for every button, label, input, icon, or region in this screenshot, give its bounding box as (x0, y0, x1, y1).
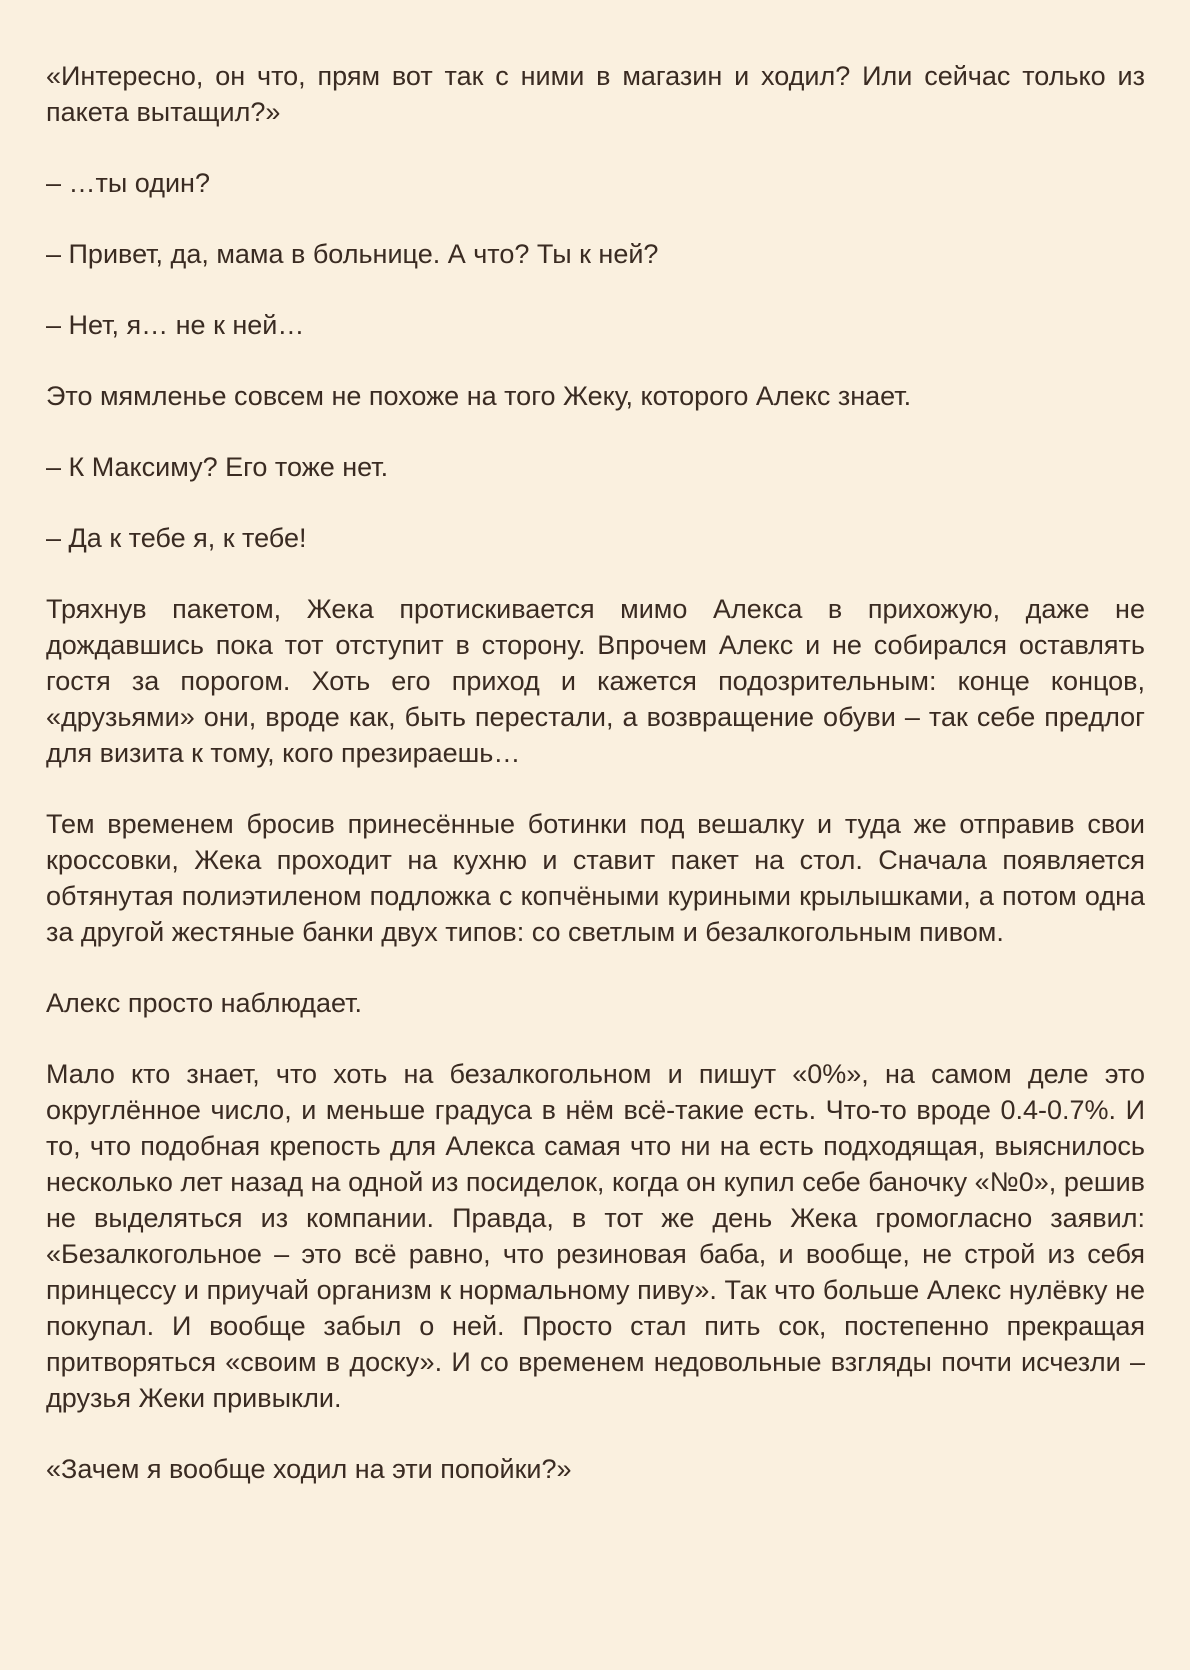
paragraph: «Зачем я вообще ходил на эти попойки?» (46, 1454, 572, 1484)
paragraph: Мало кто знает, что хоть на безалкогольном и пишут «0%», на самом деле это округлённое число, и меньше градуса в нём всё-такие есть. Что-то вроде 0.4-0.7%. И то, что подобная крепость для Алекса самая что ни на есть подходящая, выяснилось несколько лет назад на одной из посиделок, когда он купил себе баночку «№0», решив не выделяться из компании. Правда, в тот же день Жека громогласно заявил: «Безалкогольное – это всё равно, что резиновая баба, и вообще, не строй из себя принцессу и приучай организм к нормальному пиву». Так что больше Алекс нулёвку не покупал. И вообще забыл о ней. Просто стал пить сок, постепенно прекращая притворяться «своим в доску». И со временем недовольные взгляды почти исчезли – друзья Жеки привыкли. (46, 1059, 1145, 1413)
paragraph: «Интересно, он что, прям вот так с ними в магазин и ходил? Или сейчас только из пакета вытащил?» (46, 61, 1145, 127)
dialogue-line: – Да к тебе я, к тебе! (46, 523, 307, 553)
dialogue-line: – К Максиму? Его тоже нет. (46, 452, 389, 482)
paragraph: Тряхнув пакетом, Жека протискивается мимо Алекса в прихожую, даже не дождавшись пока тот отступит в сторону. Впрочем Алекс и не собирался оставлять гостя за порогом. Хоть его приход и кажется подозрительным: конце концов, «друзьями» они, вроде как, быть перестали, а возвращение обуви – так себе предлог для визита к тому, кого презираешь… (46, 594, 1145, 768)
dialogue-line: – …ты один? (46, 168, 210, 198)
dialogue-line: – Привет, да, мама в больнице. А что? Ты к ней? (46, 239, 659, 269)
paragraph: Алекс просто наблюдает. (46, 988, 362, 1018)
dialogue-line: – Нет, я… не к ней… (46, 310, 305, 340)
paragraph: Это мямленье совсем не похоже на того Жеку, которого Алекс знает. (46, 381, 912, 411)
paragraph: Тем временем бросив принесённые ботинки под вешалку и туда же отправив свои кроссовки, Жека проходит на кухню и ставит пакет на стол. Сначала появляется обтянутая полиэтиленом подложка с копчёными куриными крылышками, а потом одна за другой жестяные банки двух типов: со светлым и безалкогольным пивом. (46, 809, 1145, 947)
